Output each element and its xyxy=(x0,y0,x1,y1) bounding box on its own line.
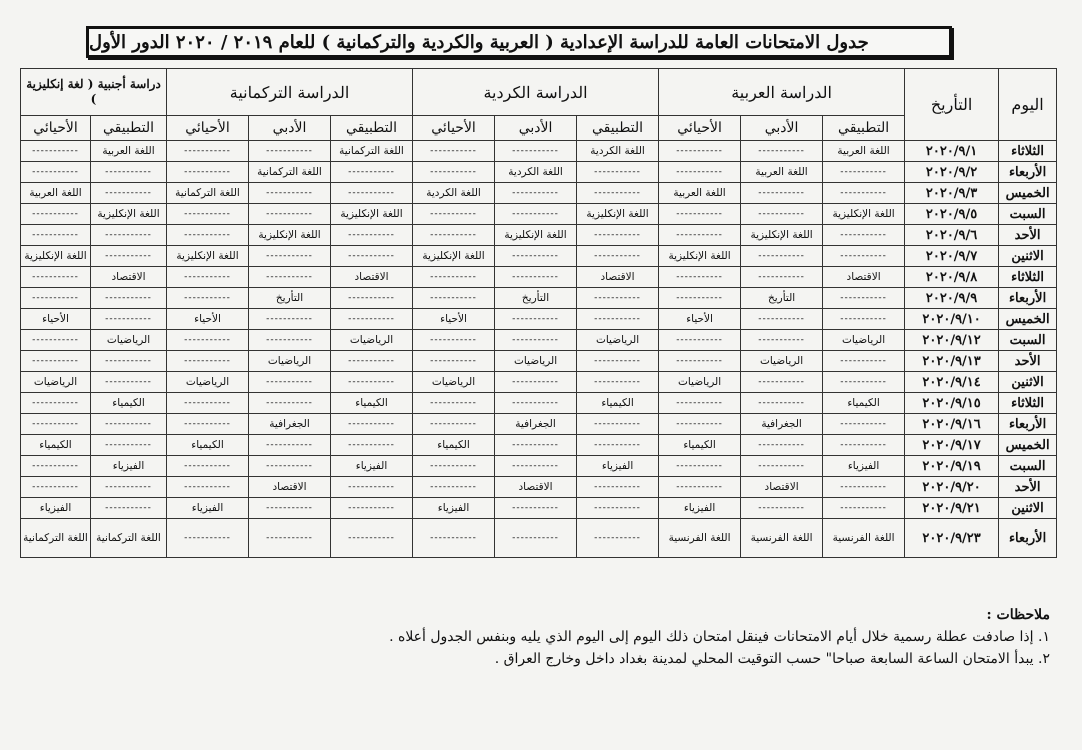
subject-cell: اللغة الكردية xyxy=(495,162,577,183)
table-row xyxy=(21,225,1057,246)
subject-cell: ----------- xyxy=(167,477,249,498)
subject-cell: ----------- xyxy=(167,162,249,183)
subject-cell: ----------- xyxy=(331,183,413,204)
subject-cell: الفيزياء xyxy=(413,498,495,519)
subject-cell: اللغة الإنكليزية xyxy=(331,204,413,225)
subject-cell: ----------- xyxy=(167,288,249,309)
subject-cell: ----------- xyxy=(741,204,823,225)
day-cell: الثلاثاء xyxy=(999,267,1057,288)
subject-cell: ----------- xyxy=(91,414,167,435)
subject-cell: ----------- xyxy=(495,435,577,456)
subject-cell: اللغة العربية xyxy=(91,141,167,162)
table-row xyxy=(21,162,1057,183)
subject-cell: ----------- xyxy=(167,519,249,558)
note-item: ٢. يبدأ الامتحان الساعة السابعة صباحا" حسب التوقيت المحلي لمدينة بغداد داخل وخارج العراق . xyxy=(494,651,1050,667)
day-cell: الثلاثاء xyxy=(999,141,1057,162)
subject-cell: ----------- xyxy=(741,330,823,351)
subject-cell: الرياضيات xyxy=(91,330,167,351)
group-header-arabic: الدراسة العربية xyxy=(659,69,905,116)
subject-cell: الرياضيات xyxy=(21,372,91,393)
subject-cell: الاقتصاد xyxy=(249,477,331,498)
day-cell: الأحد xyxy=(999,477,1057,498)
subject-cell: ----------- xyxy=(659,141,741,162)
date-cell: ٢٠٢٠/٩/١٣ xyxy=(905,351,999,372)
subject-cell: ----------- xyxy=(413,477,495,498)
branch-header: التطبيقي xyxy=(823,116,905,141)
subject-cell: ----------- xyxy=(495,267,577,288)
subject-cell: الرياضيات xyxy=(167,372,249,393)
subject-cell: ----------- xyxy=(331,351,413,372)
table-row xyxy=(21,414,1057,435)
subject-cell: ----------- xyxy=(331,288,413,309)
table-row xyxy=(21,330,1057,351)
subject-cell: ----------- xyxy=(91,183,167,204)
day-cell: الخميس xyxy=(999,435,1057,456)
table-row xyxy=(21,456,1057,477)
subject-cell: ----------- xyxy=(91,162,167,183)
subject-cell: ----------- xyxy=(577,288,659,309)
subject-cell: ----------- xyxy=(823,183,905,204)
subject-cell: ----------- xyxy=(91,288,167,309)
table-row xyxy=(21,519,1057,558)
subject-cell: الجغرافية xyxy=(495,414,577,435)
subject-cell: ----------- xyxy=(331,498,413,519)
subject-cell: ----------- xyxy=(331,162,413,183)
subject-cell: ----------- xyxy=(577,372,659,393)
schedule-body xyxy=(21,141,1057,558)
subject-cell: ----------- xyxy=(21,162,91,183)
header-row-groups xyxy=(21,69,1057,116)
subject-cell: ----------- xyxy=(249,204,331,225)
subject-cell: الفيزياء xyxy=(659,498,741,519)
day-cell: الخميس xyxy=(999,309,1057,330)
subject-cell: ----------- xyxy=(659,351,741,372)
subject-cell: اللغة العربية xyxy=(659,183,741,204)
subject-cell: اللغة الإنكليزية xyxy=(21,246,91,267)
date-cell: ٢٠٢٠/٩/٣ xyxy=(905,183,999,204)
day-cell: الأحد xyxy=(999,225,1057,246)
subject-cell: ----------- xyxy=(331,372,413,393)
date-cell: ٢٠٢٠/٩/١٧ xyxy=(905,435,999,456)
subject-cell: ----------- xyxy=(249,309,331,330)
branch-header: الأدبي xyxy=(495,116,577,141)
group-header-kurdish: الدراسة الكردية xyxy=(413,69,659,116)
subject-cell: الرياضيات xyxy=(741,351,823,372)
date-cell: ٢٠٢٠/٩/٩ xyxy=(905,288,999,309)
subject-cell: اللغة الإنكليزية xyxy=(823,204,905,225)
subject-cell: ----------- xyxy=(21,267,91,288)
subject-cell: اللغة الإنكليزية xyxy=(413,246,495,267)
subject-cell: الكيمياء xyxy=(331,393,413,414)
subject-cell: ----------- xyxy=(823,351,905,372)
subject-cell: ----------- xyxy=(249,456,331,477)
date-cell: ٢٠٢٠/٩/١٠ xyxy=(905,309,999,330)
date-header: التأريخ xyxy=(905,69,999,141)
subject-cell: ----------- xyxy=(249,141,331,162)
table-row xyxy=(21,435,1057,456)
subject-cell: اللغة الإنكليزية xyxy=(167,246,249,267)
subject-cell: ----------- xyxy=(21,456,91,477)
subject-cell: ----------- xyxy=(21,351,91,372)
subject-cell: ----------- xyxy=(741,309,823,330)
subject-cell: ----------- xyxy=(21,330,91,351)
schedule-title: جدول الامتحانات العامة للدراسة الإعدادية ( العربية والكردية والتركمانية ) للعام ٢٠١٩ / ٢٠٢٠ الدور الأول xyxy=(86,26,952,58)
subject-cell: اللغة العربية xyxy=(823,141,905,162)
subject-cell: اللغة التركمانية xyxy=(167,183,249,204)
subject-cell: ----------- xyxy=(659,456,741,477)
subject-cell: ----------- xyxy=(167,414,249,435)
notes-section xyxy=(30,604,1050,670)
subject-cell: ----------- xyxy=(331,225,413,246)
subject-cell: ----------- xyxy=(495,309,577,330)
subject-cell: الفيزياء xyxy=(331,456,413,477)
subject-cell: الجغرافية xyxy=(249,414,331,435)
subject-cell: ----------- xyxy=(577,309,659,330)
subject-cell: ----------- xyxy=(659,204,741,225)
subject-cell: ----------- xyxy=(331,477,413,498)
day-cell: الخميس xyxy=(999,183,1057,204)
subject-cell: ----------- xyxy=(249,519,331,558)
group-header-turkmen: الدراسة التركمانية xyxy=(167,69,413,116)
subject-cell: اللغة العربية xyxy=(21,183,91,204)
header-row-branches xyxy=(21,116,1057,141)
subject-cell: الرياضيات xyxy=(577,330,659,351)
subject-cell: ----------- xyxy=(495,393,577,414)
subject-cell: ----------- xyxy=(495,330,577,351)
day-cell: الأربعاء xyxy=(999,288,1057,309)
subject-cell: الأحياء xyxy=(21,309,91,330)
subject-cell: ----------- xyxy=(577,519,659,558)
subject-cell: ----------- xyxy=(249,246,331,267)
exam-schedule-table xyxy=(20,68,1057,558)
subject-cell: ----------- xyxy=(823,498,905,519)
subject-cell: اللغة الكردية xyxy=(577,141,659,162)
subject-cell: ----------- xyxy=(91,351,167,372)
table-row xyxy=(21,288,1057,309)
subject-cell: ----------- xyxy=(823,288,905,309)
subject-cell: ----------- xyxy=(91,372,167,393)
subject-cell: ----------- xyxy=(577,225,659,246)
date-cell: ٢٠٢٠/٩/٥ xyxy=(905,204,999,225)
subject-cell: ----------- xyxy=(495,519,577,558)
subject-cell: ----------- xyxy=(659,330,741,351)
date-cell: ٢٠٢٠/٩/١٢ xyxy=(905,330,999,351)
subject-cell: الفيزياء xyxy=(577,456,659,477)
table-row xyxy=(21,309,1057,330)
day-header: اليوم xyxy=(999,69,1057,141)
branch-header: الأدبي xyxy=(741,116,823,141)
subject-cell: ----------- xyxy=(21,288,91,309)
subject-cell: ----------- xyxy=(413,204,495,225)
subject-cell: ----------- xyxy=(21,204,91,225)
subject-cell: اللغة الكردية xyxy=(413,183,495,204)
day-cell: الاثنين xyxy=(999,372,1057,393)
subject-cell: ----------- xyxy=(823,225,905,246)
subject-cell: اللغة الإنكليزية xyxy=(741,225,823,246)
subject-cell: ----------- xyxy=(91,225,167,246)
subject-cell: الاقتصاد xyxy=(741,477,823,498)
table-row xyxy=(21,393,1057,414)
subject-cell: ----------- xyxy=(167,393,249,414)
subject-cell: ----------- xyxy=(577,477,659,498)
branch-header: الأحيائي xyxy=(659,116,741,141)
subject-cell: الأحياء xyxy=(413,309,495,330)
subject-cell: ----------- xyxy=(741,141,823,162)
day-cell: الاثنين xyxy=(999,246,1057,267)
subject-cell: ----------- xyxy=(577,246,659,267)
subject-cell: الرياضيات xyxy=(659,372,741,393)
subject-cell: ----------- xyxy=(577,183,659,204)
subject-cell: ----------- xyxy=(167,225,249,246)
day-cell: الأحد xyxy=(999,351,1057,372)
day-cell: السبت xyxy=(999,204,1057,225)
subject-cell: اللغة التركمانية xyxy=(331,141,413,162)
subject-cell: الاقتصاد xyxy=(495,477,577,498)
date-cell: ٢٠٢٠/٩/٢٠ xyxy=(905,477,999,498)
subject-cell: اللغة التركمانية xyxy=(249,162,331,183)
subject-cell: التأريخ xyxy=(249,288,331,309)
subject-cell: ----------- xyxy=(659,162,741,183)
subject-cell: ----------- xyxy=(331,309,413,330)
table-row xyxy=(21,183,1057,204)
subject-cell: ----------- xyxy=(495,456,577,477)
day-cell: السبت xyxy=(999,456,1057,477)
date-cell: ٢٠٢٠/٩/٢١ xyxy=(905,498,999,519)
subject-cell: ----------- xyxy=(21,414,91,435)
subject-cell: اللغة التركمانية xyxy=(91,519,167,558)
subject-cell: ----------- xyxy=(659,414,741,435)
date-cell: ٢٠٢٠/٩/٨ xyxy=(905,267,999,288)
subject-cell: ----------- xyxy=(577,162,659,183)
subject-cell: الاقتصاد xyxy=(577,267,659,288)
subject-cell: ----------- xyxy=(659,225,741,246)
subject-cell: اللغة الإنكليزية xyxy=(495,225,577,246)
subject-cell: ----------- xyxy=(413,162,495,183)
table-row xyxy=(21,204,1057,225)
subject-cell: ----------- xyxy=(91,477,167,498)
subject-cell: ----------- xyxy=(91,435,167,456)
subject-cell: ----------- xyxy=(167,204,249,225)
subject-cell: اللغة الفرنسية xyxy=(659,519,741,558)
subject-cell: الجغرافية xyxy=(741,414,823,435)
date-cell: ٢٠٢٠/٩/٧ xyxy=(905,246,999,267)
subject-cell: الكيمياء xyxy=(91,393,167,414)
subject-cell: ----------- xyxy=(741,267,823,288)
subject-cell: ----------- xyxy=(21,477,91,498)
subject-cell: ----------- xyxy=(249,183,331,204)
subject-cell: الكيمياء xyxy=(167,435,249,456)
subject-cell: الأحياء xyxy=(659,309,741,330)
day-cell: الأربعاء xyxy=(999,414,1057,435)
subject-cell: الرياضيات xyxy=(495,351,577,372)
subject-cell: ----------- xyxy=(331,414,413,435)
subject-cell: ----------- xyxy=(21,393,91,414)
subject-cell: ----------- xyxy=(413,330,495,351)
table-row xyxy=(21,372,1057,393)
subject-cell: الرياضيات xyxy=(413,372,495,393)
branch-header: التطبيقي xyxy=(91,116,167,141)
subject-cell: الفيزياء xyxy=(823,456,905,477)
subject-cell: ----------- xyxy=(167,267,249,288)
subject-cell: ----------- xyxy=(249,498,331,519)
subject-cell: ----------- xyxy=(167,330,249,351)
subject-cell: ----------- xyxy=(823,372,905,393)
subject-cell: ----------- xyxy=(495,183,577,204)
subject-cell: ----------- xyxy=(741,498,823,519)
table-row xyxy=(21,477,1057,498)
subject-cell: ----------- xyxy=(91,309,167,330)
subject-cell: الاقتصاد xyxy=(823,267,905,288)
day-cell: الاثنين xyxy=(999,498,1057,519)
subject-cell: الكيمياء xyxy=(413,435,495,456)
subject-cell: ----------- xyxy=(577,435,659,456)
date-cell: ٢٠٢٠/٩/١٤ xyxy=(905,372,999,393)
subject-cell: الكيمياء xyxy=(823,393,905,414)
subject-cell: ----------- xyxy=(495,372,577,393)
subject-cell: ----------- xyxy=(249,372,331,393)
subject-cell: الكيمياء xyxy=(577,393,659,414)
subject-cell: ----------- xyxy=(741,456,823,477)
subject-cell: اللغة الإنكليزية xyxy=(659,246,741,267)
subject-cell: الرياضيات xyxy=(249,351,331,372)
subject-cell: الفيزياء xyxy=(21,498,91,519)
subject-cell: ----------- xyxy=(413,288,495,309)
subject-cell: ----------- xyxy=(413,141,495,162)
subject-cell: اللغة الإنكليزية xyxy=(249,225,331,246)
day-cell: الأربعاء xyxy=(999,162,1057,183)
subject-cell: الفيزياء xyxy=(91,456,167,477)
subject-cell: ----------- xyxy=(167,141,249,162)
branch-header: الأحيائي xyxy=(413,116,495,141)
subject-cell: ----------- xyxy=(413,267,495,288)
date-cell: ٢٠٢٠/٩/٦ xyxy=(905,225,999,246)
table-row xyxy=(21,141,1057,162)
subject-cell: ----------- xyxy=(413,456,495,477)
subject-cell: ----------- xyxy=(413,414,495,435)
subject-cell: ----------- xyxy=(659,288,741,309)
subject-cell: ----------- xyxy=(21,225,91,246)
subject-cell: اللغة الفرنسية xyxy=(741,519,823,558)
subject-cell: الرياضيات xyxy=(331,330,413,351)
subject-cell: ----------- xyxy=(577,498,659,519)
subject-cell: ----------- xyxy=(823,414,905,435)
branch-header: التطبيقي xyxy=(577,116,659,141)
branch-header: التطبيقي xyxy=(331,116,413,141)
note-item: ١. إذا صادفت عطلة رسمية خلال أيام الامتحانات فينقل امتحان ذلك اليوم إلى اليوم الذي يليه وبنفس الجدول أعلاه . xyxy=(389,629,1050,645)
table-row xyxy=(21,498,1057,519)
subject-cell: ----------- xyxy=(659,267,741,288)
subject-cell: ----------- xyxy=(823,246,905,267)
subject-cell: الأحياء xyxy=(167,309,249,330)
subject-cell: اللغة العربية xyxy=(741,162,823,183)
branch-header: الأحيائي xyxy=(21,116,91,141)
branch-header: الأدبي xyxy=(249,116,331,141)
subject-cell: الاقتصاد xyxy=(91,267,167,288)
subject-cell: ----------- xyxy=(823,309,905,330)
day-cell: الأربعاء xyxy=(999,519,1057,558)
subject-cell: ----------- xyxy=(741,246,823,267)
date-cell: ٢٠٢٠/٩/٢٣ xyxy=(905,519,999,558)
subject-cell: ----------- xyxy=(91,246,167,267)
subject-cell: ----------- xyxy=(331,435,413,456)
branch-header: الأحيائي xyxy=(167,116,249,141)
subject-cell: ----------- xyxy=(249,267,331,288)
subject-cell: ----------- xyxy=(741,435,823,456)
subject-cell: ----------- xyxy=(413,519,495,558)
table-row xyxy=(21,246,1057,267)
subject-cell: ----------- xyxy=(823,435,905,456)
subject-cell: ----------- xyxy=(577,414,659,435)
subject-cell: ----------- xyxy=(495,204,577,225)
subject-cell: اللغة الفرنسية xyxy=(823,519,905,558)
subject-cell: ----------- xyxy=(495,141,577,162)
subject-cell: ----------- xyxy=(331,519,413,558)
subject-cell: التأريخ xyxy=(495,288,577,309)
subject-cell: الكيمياء xyxy=(21,435,91,456)
subject-cell: ----------- xyxy=(249,393,331,414)
subject-cell: ----------- xyxy=(167,456,249,477)
day-cell: الثلاثاء xyxy=(999,393,1057,414)
table-row xyxy=(21,351,1057,372)
subject-cell: الرياضيات xyxy=(823,330,905,351)
subject-cell: ----------- xyxy=(249,330,331,351)
table-row xyxy=(21,267,1057,288)
subject-cell: ----------- xyxy=(823,162,905,183)
subject-cell: ----------- xyxy=(823,477,905,498)
subject-cell: ----------- xyxy=(413,393,495,414)
date-cell: ٢٠٢٠/٩/١٥ xyxy=(905,393,999,414)
subject-cell: ----------- xyxy=(659,393,741,414)
subject-cell: اللغة الإنكليزية xyxy=(91,204,167,225)
subject-cell: ----------- xyxy=(577,351,659,372)
subject-cell: ----------- xyxy=(331,246,413,267)
notes-heading: ملاحظات : xyxy=(986,607,1050,623)
date-cell: ٢٠٢٠/٩/٢ xyxy=(905,162,999,183)
subject-cell: الفيزياء xyxy=(167,498,249,519)
subject-cell: التأريخ xyxy=(741,288,823,309)
subject-cell: ----------- xyxy=(495,246,577,267)
subject-cell: ----------- xyxy=(659,477,741,498)
subject-cell: اللغة الإنكليزية xyxy=(577,204,659,225)
subject-cell: ----------- xyxy=(91,498,167,519)
subject-cell: الكيمياء xyxy=(659,435,741,456)
subject-cell: اللغة التركمانية xyxy=(21,519,91,558)
subject-cell: ----------- xyxy=(21,141,91,162)
subject-cell: ----------- xyxy=(495,498,577,519)
subject-cell: ----------- xyxy=(741,183,823,204)
day-cell: السبت xyxy=(999,330,1057,351)
date-cell: ٢٠٢٠/٩/١٩ xyxy=(905,456,999,477)
subject-cell: ----------- xyxy=(741,372,823,393)
subject-cell: ----------- xyxy=(741,393,823,414)
subject-cell: الاقتصاد xyxy=(331,267,413,288)
subject-cell: ----------- xyxy=(167,351,249,372)
date-cell: ٢٠٢٠/٩/١ xyxy=(905,141,999,162)
subject-cell: ----------- xyxy=(413,351,495,372)
subject-cell: ----------- xyxy=(413,225,495,246)
date-cell: ٢٠٢٠/٩/١٦ xyxy=(905,414,999,435)
group-header-foreign: دراسة أجنبية ( لغة إنكليزية ) xyxy=(21,69,167,116)
subject-cell: ----------- xyxy=(249,435,331,456)
